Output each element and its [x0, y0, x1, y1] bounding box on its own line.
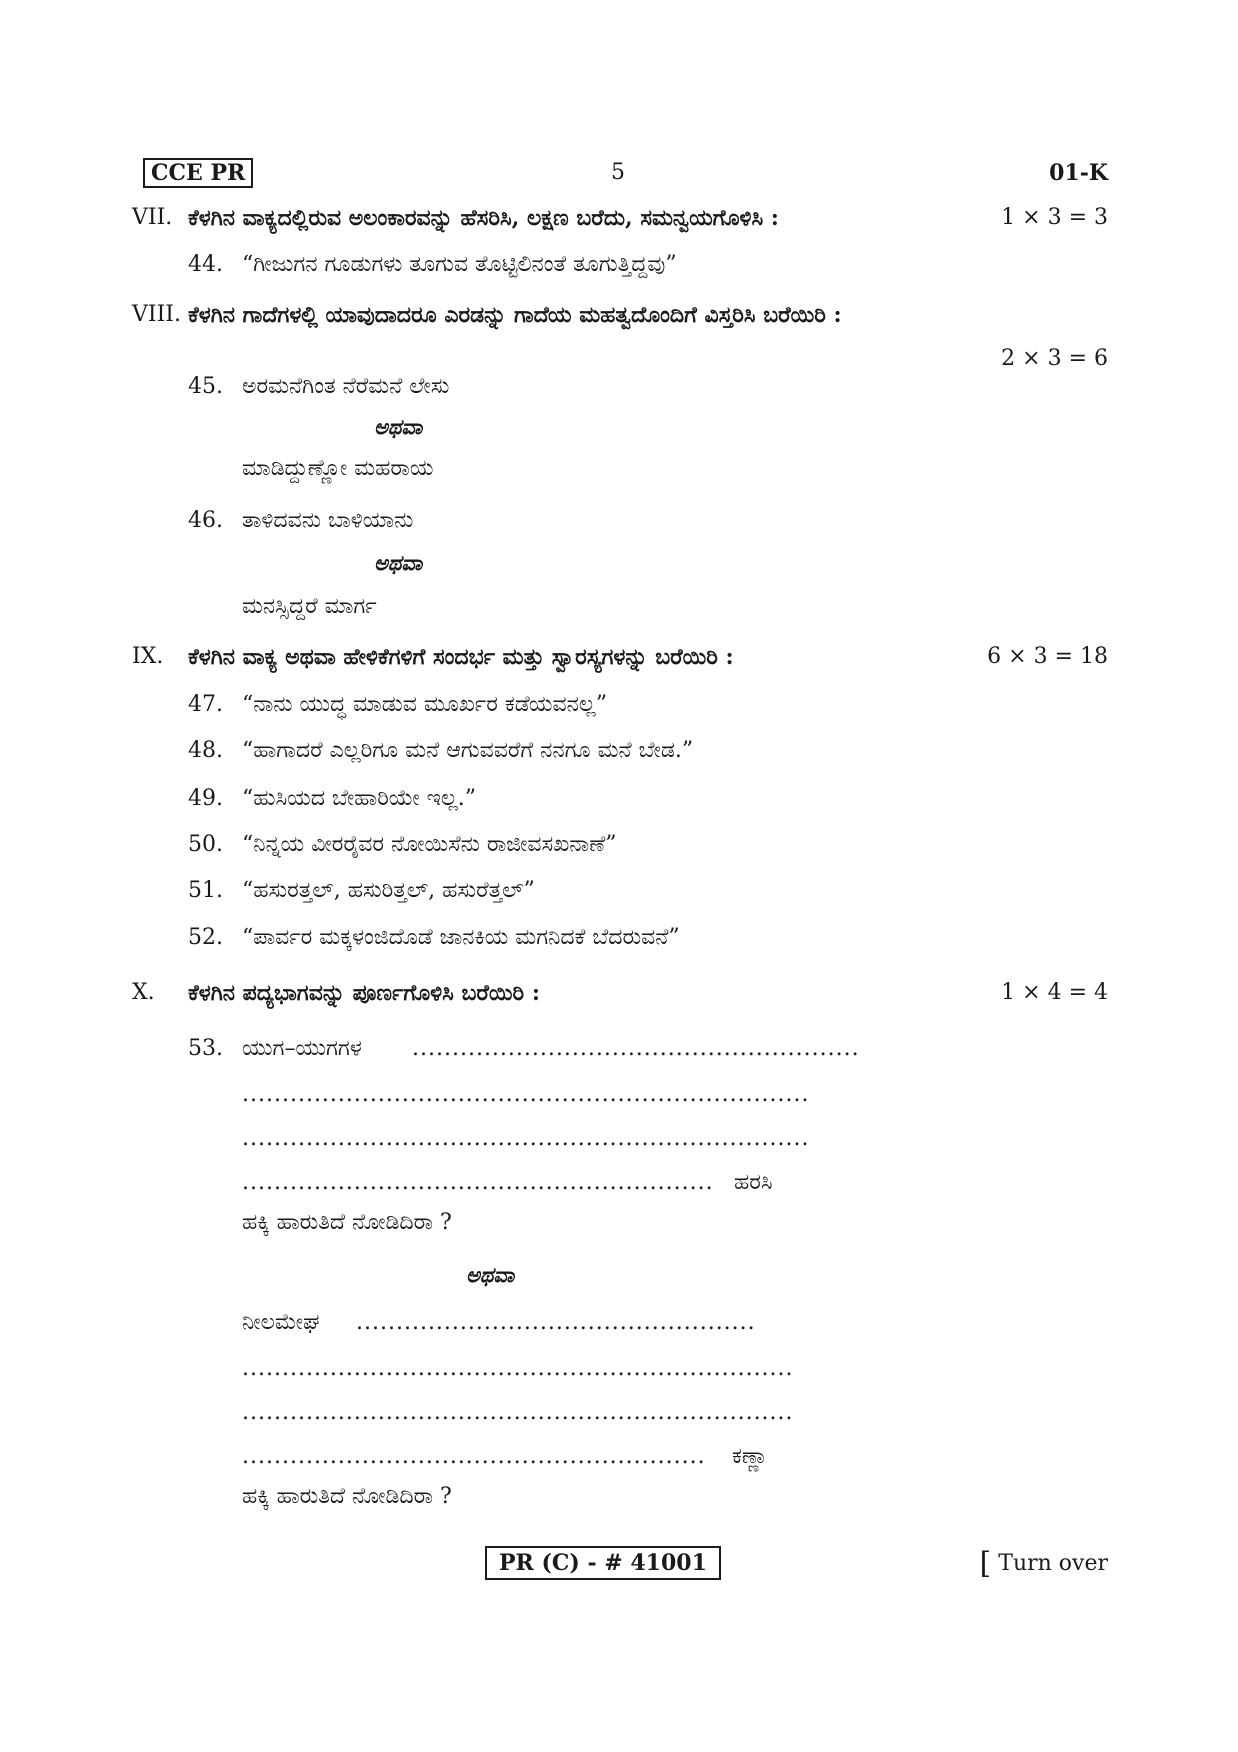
question-text: ತಾಳಿದವನು ಬಾಳಿಯಾನು — [242, 508, 414, 533]
question-number: 51. — [188, 878, 223, 903]
question-number: 45. — [188, 374, 223, 399]
poem-end: ಹರಸಿ — [734, 1170, 773, 1195]
question-number: 53. — [188, 1036, 223, 1061]
poem-last-line: ಹಕ್ಕಿ ಹಾರುತಿದೆ ನೋಡಿದಿರಾ ? — [242, 1210, 452, 1235]
section-marks: 1 × 4 = 4 — [1001, 980, 1108, 1005]
question-number: 48. — [188, 738, 223, 763]
question-number: 46. — [188, 508, 223, 533]
section-title: ಕೆಳಗಿನ ವಾಕ್ಯ ಅಥವಾ ಹೇಳಿಕೆಗಳಿಗೆ ಸಂದರ್ಭ ಮತ್ತು ಸ್ವಾರಸ್ಯಗಳನ್ನು ಬರೆಯಿರಿ : — [188, 644, 734, 670]
turn-over-note: [ Turn over — [979, 1546, 1108, 1581]
question-number: 47. — [188, 692, 223, 717]
question-number: 52. — [188, 925, 223, 950]
section-title: ಕೆಳಗಿನ ಗಾದೆಗಳಲ್ಲಿ ಯಾವುದಾದರೂ ಎರಡನ್ನು ಗಾದೆಯ ಮಹತ್ವದೊಂದಿಗೆ ವಿಸ್ತರಿಸಿ ಬರೆಯಿರಿ : — [188, 302, 842, 328]
section-number: VIII. — [132, 302, 181, 327]
poem-start: ಯುಗ–ಯುಗಗಳ — [242, 1036, 362, 1061]
poem-last-line: ಹಕ್ಕಿ ಹಾರುತಿದೆ ನೋಡಿದಿರಾ ? — [242, 1484, 452, 1509]
question-number: 50. — [188, 832, 223, 857]
page-number: 5 — [611, 160, 625, 185]
blank-line: ........................................................... — [242, 1170, 714, 1195]
section-number: VII. — [132, 205, 173, 230]
question-number: 49. — [188, 786, 223, 811]
alternate-text: ಮನಸ್ಸಿದ್ದರೆ ಮಾರ್ಗ — [242, 594, 377, 619]
section-title: ಕೆಳಗಿನ ವಾಕ್ಯದಲ್ಲಿರುವ ಅಲಂಕಾರವನ್ನು ಹೆಸರಿಸಿ, ಲಕ್ಷಣ ಬರೆದು, ಸಮನ್ವಯಗೊಳಿಸಿ : — [188, 205, 779, 231]
footer-code: PR (C) - # 41001 — [485, 1546, 721, 1580]
turn-over-label: Turn over — [998, 1551, 1108, 1576]
or-label: ಅಥವಾ — [466, 1262, 515, 1287]
blank-line: .......................................................... — [242, 1444, 706, 1469]
blank-line: ..................................................................... — [242, 1400, 794, 1425]
blank-line: ....................................................................... — [242, 1082, 810, 1107]
section-marks: 2 × 3 = 6 — [1001, 346, 1108, 371]
question-text: ಅರಮನೆಗಿಂತ ನೆರೆಮನೆ ಲೇಸು — [242, 374, 450, 399]
question-text: “ನಿನ್ನಯ ವೀರರೈವರ ನೋಯಿಸೆನು ರಾಜೀವಸಖನಾಣೆ” — [242, 832, 617, 857]
alternate-text: ಮಾಡಿದ್ದುಣ್ಣೋ ಮಹರಾಯ — [242, 456, 434, 481]
question-text: “ಹಾಗಾದರೆ ಎಲ್ಲರಿಗೂ ಮನೆ ಆಗುವವರೆಗೆ ನನಗೂ ಮನೆ ಬೇಡ.” — [242, 738, 694, 763]
blank-line: ........................................................ — [412, 1036, 860, 1061]
paper-code-left: CCE PR — [143, 158, 253, 188]
blank-line: .................................................. — [356, 1310, 756, 1335]
poem-start: ನೀಲಮೇಘ — [242, 1310, 320, 1335]
section-marks: 6 × 3 = 18 — [987, 644, 1108, 669]
question-text: “ಪಾರ್ವರ ಮಕ್ಕಳಂಜಿದೊಡೆ ಜಾನಕಿಯ ಮಗನಿದಕೆ ಬೆದರುವನೆ” — [242, 925, 680, 950]
question-text: “ಗೀಜುಗನ ಗೂಡುಗಳು ತೂಗುವ ತೊಟ್ಟಿಲಿನಂತೆ ತೂಗುತ್ತಿದ್ದವು” — [242, 252, 677, 277]
section-marks: 1 × 3 = 3 — [1001, 205, 1108, 230]
or-label: ಅಥವಾ — [374, 414, 423, 439]
question-number: 44. — [188, 252, 223, 277]
blank-line: ..................................................................... — [242, 1356, 794, 1381]
question-text: “ನಾನು ಯುದ್ಧ ಮಾಡುವ ಮೂರ್ಖರ ಕಡೆಯವನಲ್ಲ” — [242, 692, 607, 717]
question-text: “ಹುಸಿಯದ ಬೇಹಾರಿಯೇ ಇಲ್ಲ.” — [242, 786, 476, 811]
or-label: ಅಥವಾ — [374, 550, 423, 575]
blank-line: ....................................................................... — [242, 1126, 810, 1151]
section-title: ಕೆಳಗಿನ ಪದ್ಯಭಾಗವನ್ನು ಪೂರ್ಣಗೊಳಿಸಿ ಬರೆಯಿರಿ : — [188, 980, 540, 1006]
paper-code-right: 01-K — [1049, 160, 1108, 186]
section-number: X. — [132, 980, 155, 1005]
section-number: IX. — [132, 644, 164, 669]
question-text: “ಹಸುರತ್ತಲ್, ಹಸುರಿತ್ತಲ್, ಹಸುರೆತ್ತಲ್” — [242, 878, 535, 903]
poem-end: ಕಣ್ಣಾ — [732, 1444, 768, 1469]
